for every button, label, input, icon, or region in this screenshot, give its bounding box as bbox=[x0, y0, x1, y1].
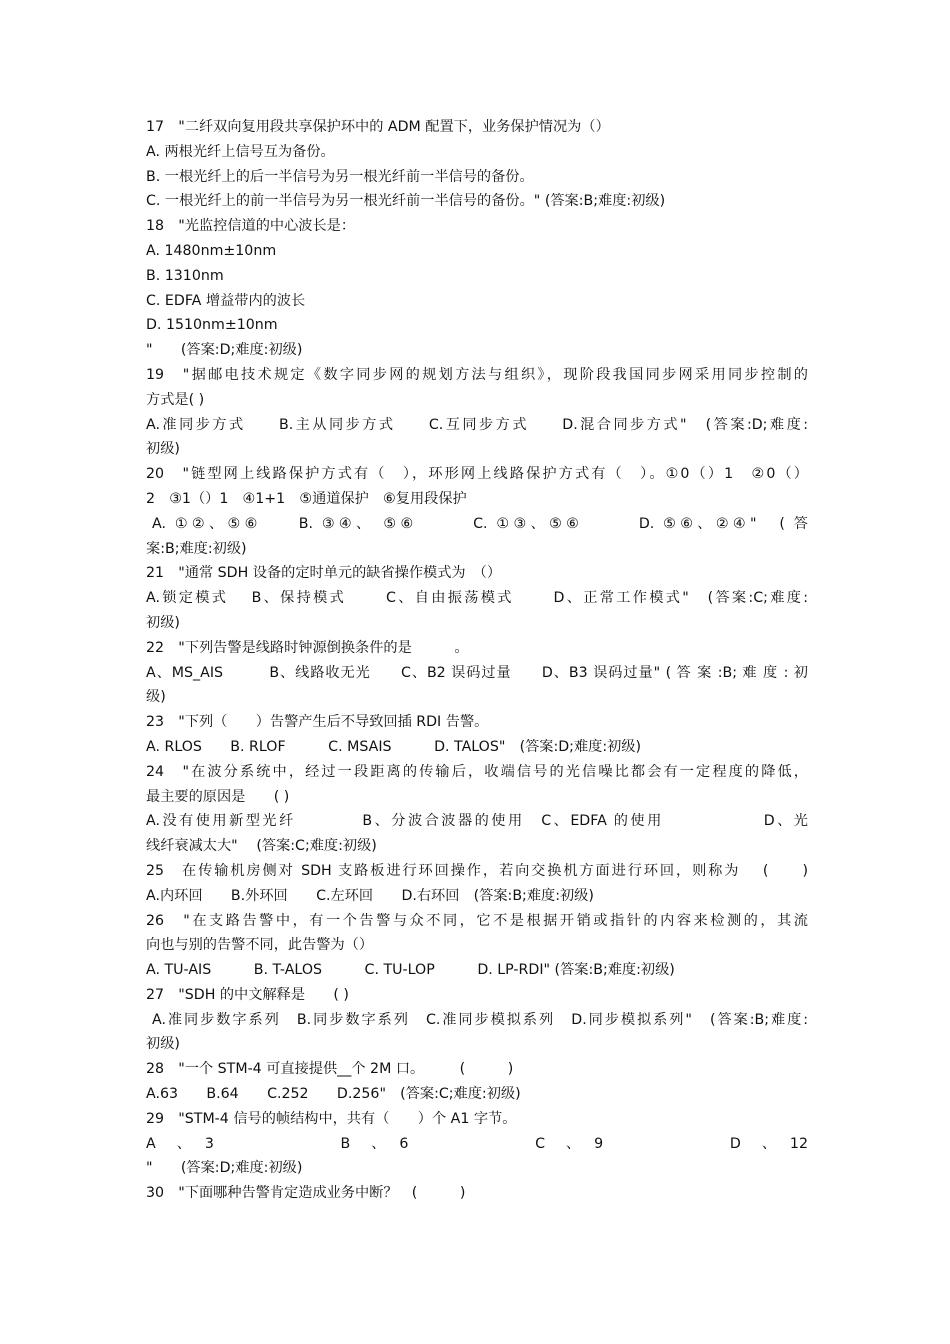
text-line: 向也与别的告警不同，此告警为（） bbox=[146, 937, 374, 954]
text-line: A. RLOS B. RLOF C. MSAIS D. TALOS" (答案:D;难度:初级) bbox=[146, 738, 642, 755]
text-line: 初级) bbox=[146, 1036, 180, 1053]
text-line: 19 "据邮电技术规定《数字同步网的规划方法与组织》，现阶段我国同步网采用同步控制的 bbox=[146, 366, 808, 383]
text-line: 案:B;难度:初级) bbox=[146, 540, 247, 557]
text-line: A、MS_AIS B、线路收无光 C、B2 误码过量 D、B3 误码过量" ( 答 案 :B; 难 度 : 初 bbox=[146, 664, 808, 681]
text-line: A.准同步数字系列 B.同步数字系列 C.准同步模拟系列 D.同步模拟系列" (答案:B;难度: bbox=[152, 1011, 808, 1028]
text-line: 27 "SDH 的中文解释是 ( ) bbox=[146, 986, 349, 1003]
text-line: A.内环回 B.外环回 C.左环回 D.右环回 (答案:B;难度:初级) bbox=[146, 887, 594, 904]
text-line: 28 "一个 STM-4 可直接提供__个 2M 口。 ( ) bbox=[146, 1061, 514, 1078]
text-line: 18 "光监控信道的中心波长是： bbox=[146, 218, 356, 235]
text-line: 21 "通常 SDH 设备的定时单元的缺省操作模式为 （） bbox=[146, 565, 502, 582]
text-line: 初级) bbox=[146, 614, 180, 631]
text-line: " (答案:D;难度:初级) bbox=[146, 1160, 303, 1177]
text-line: 30 "下面哪种告警肯定造成业务中断？ ( ) bbox=[146, 1185, 466, 1202]
text-line: 20 "链型网上线路保护方式有（ ），环形网上线路保护方式有（ ）。①0（）1 ②0（） bbox=[146, 466, 808, 483]
text-line: A. 1480nm±10nm bbox=[146, 242, 277, 259]
text-line: B. 1310nm bbox=[146, 267, 224, 284]
text-line: A.63 B.64 C.252 D.256" (答案:C;难度:初级) bbox=[146, 1086, 521, 1103]
text-line: C. 一根光纤上的前一半信号为另一根光纤前一半信号的备份。" (答案:B;难度:初级) bbox=[146, 193, 666, 210]
document-page bbox=[146, 115, 808, 1206]
text-line: 26 "在支路告警中，有一个告警与众不同，它不是根据开销或指针的内容来检测的，其流 bbox=[146, 912, 808, 929]
text-line: 22 "下列告警是线路时钟源倒换条件的是 。 bbox=[146, 639, 469, 656]
text-line: 29 "STM-4 信号的帧结构中，共有（ ）个 A1 字节。 bbox=[146, 1110, 517, 1127]
text-line: A. TU-AIS B. T-ALOS C. TU-LOP D. LP-RDI" (答案:B;难度:初级) bbox=[146, 962, 675, 979]
text-line: 初级) bbox=[146, 441, 180, 458]
text-line: A 、 3 B 、 6 C 、 9 D 、 12 bbox=[146, 1135, 808, 1152]
text-line: A.锁定模式 B、保持模式 C、自由振荡模式 D、正常工作模式" (答案:C;难度: bbox=[146, 590, 808, 607]
text-line: C. EDFA 增益带内的波长 bbox=[146, 292, 306, 309]
text-line: 级) bbox=[146, 689, 166, 706]
text-line: 24 "在波分系统中，经过一段距离的传输后，收端信号的光信噪比都会有一定程度的降低， bbox=[146, 763, 808, 780]
text-line: D. 1510nm±10nm bbox=[146, 317, 278, 334]
text-line: A.没有使用新型光纤 B、分波合波器的使用 C、EDFA 的使用 D、光 bbox=[146, 813, 808, 830]
text-line: 17 "二纤双向复用段共享保护环中的 ADM 配置下，业务保护情况为（） bbox=[146, 119, 610, 135]
text-line: A. 两根光纤上信号互为备份。 bbox=[146, 143, 335, 160]
text-line: A. ①②、⑤⑥ B. ③④、 ⑤⑥ C. ①③、⑤⑥ D. ⑤⑥、②④" ( 答 bbox=[152, 515, 808, 532]
text-line: 方式是( ) bbox=[146, 391, 205, 408]
text-line: " (答案:D;难度:初级) bbox=[146, 342, 303, 359]
text-line: B. 一根光纤上的后一半信号为另一根光纤前一半信号的备份。 bbox=[146, 168, 534, 185]
text-line: 2 ③1（）1 ④1+1 ⑤通道保护 ⑥复用段保护 bbox=[146, 490, 467, 507]
text-line: 最主要的原因是 ( ) bbox=[146, 788, 290, 805]
text-line: A.准同步方式 B.主从同步方式 C.互同步方式 D.混合同步方式" (答案:D;难度: bbox=[146, 416, 808, 433]
text-line: 线纤衰减太大" (答案:C;难度:初级) bbox=[146, 838, 377, 855]
text-line: 23 "下列（ ）告警产生后不导致回插 RDI 告警。 bbox=[146, 714, 489, 731]
text-line: 25 在传输机房侧对 SDH 支路板进行环回操作，若向交换机方面进行环回，则称为 ( ) bbox=[146, 862, 808, 879]
